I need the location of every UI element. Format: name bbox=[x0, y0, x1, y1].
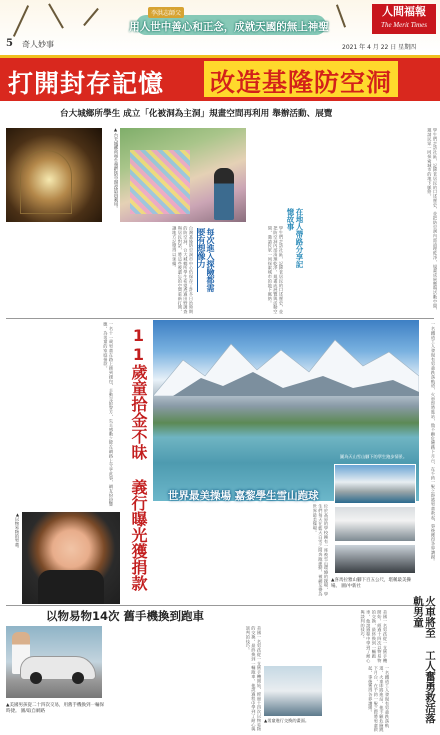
branch-decoration bbox=[83, 8, 99, 26]
tunnel-caption: ▲台大城鄉所學生想把防空洞改造再利用。 bbox=[113, 128, 118, 211]
slogan-banner bbox=[108, 5, 350, 39]
mural-panel bbox=[130, 150, 190, 214]
inset-photo bbox=[334, 506, 416, 542]
car-headline: 以物易物14次 舊手機換到跑車 bbox=[46, 609, 205, 623]
tunnel-arch bbox=[20, 150, 72, 214]
logo-chinese: 人間福報 bbox=[382, 5, 426, 18]
divider bbox=[6, 605, 434, 606]
inset-caption: ▲喜馬拉雅山腳下百五公尺，堪稱最美操場。 圖/中新社 bbox=[331, 578, 411, 589]
right-edge-column: 一名鐵道工人發現有男童跌落軌道，火車即將進站，他不顧危險跳下月台，在千鈞一髮之際將男童救起，事後獲得各界讚揚。 bbox=[431, 322, 436, 564]
headline-banner bbox=[0, 55, 440, 101]
divider bbox=[6, 318, 434, 319]
slogan-tag: 李洪志師父 bbox=[148, 7, 184, 18]
car-caption: ▲美國男孩從二十四次交易，用舊手機換到一輛保時捷。 圖/取自網路 bbox=[6, 703, 104, 714]
small-photo-caption: ▲男童進行交換的畫面。 bbox=[264, 718, 310, 723]
article-body-right-top: 學生們走訪社區，記錄老居民的口述歷史，並把防空洞內部清理乾淨，規畫成展覽與活動空間，邀請民眾一同探索城市的地下脈絡。 bbox=[427, 128, 438, 313]
pull-quote: 每次進入探險都需要有想像力 bbox=[197, 228, 215, 292]
page-number: 5 bbox=[6, 38, 13, 49]
issue-date: 2021 年 4 月 22 日 星期四 bbox=[342, 44, 417, 51]
kid-headline: 11歲童拾金不昧 義行曝光獲捐款 bbox=[129, 326, 148, 591]
car-wheel bbox=[72, 672, 84, 684]
car-article-body: 美國一名男孩從一支舊手機開始，經過十四次以物易物的交換，最終換到一輛跑車，他說過程中學到了耐心與談判的技巧。 bbox=[245, 626, 262, 732]
article-body-left-mid: 台灣基隆防空洞市中心仍保存了許多日治時期的防空洞，台大城鄉所學生希望透過田野調查與居民對話，將這些被遺忘的空間重新打開，讓地方記憶得以延續。 bbox=[172, 226, 194, 314]
inset-photo bbox=[334, 464, 416, 504]
car-wheel bbox=[30, 672, 42, 684]
small-photo bbox=[264, 666, 322, 716]
branch-decoration bbox=[48, 3, 64, 28]
kid-caption: ▲以物易物的男童。 bbox=[15, 512, 20, 551]
pull-quote: 在地人帶路分享記憶故事 bbox=[286, 208, 304, 268]
headline-part1: 打開封存記憶 bbox=[8, 69, 165, 98]
mountain-headline: 世界最美操場 嘉黎學生雪山跑球 bbox=[168, 490, 319, 502]
article-body-mid: 學生們走訪社區，記錄老居民的口述歷史，並把防空洞內部清理乾淨，規畫成展覽與活動空間，邀請民眾一同探索城市的地下脈絡。 bbox=[267, 226, 284, 314]
branch-decoration bbox=[13, 5, 29, 37]
fire-article-body: 一名鐵道工人發現有男童跌落軌道，火車即將進站，他不顧危險跳下月台，在千鈞一髮之際將男童救起，事後獲得各界讚揚。 bbox=[368, 666, 390, 732]
logo-english: The Merit Times bbox=[381, 21, 427, 29]
mountain-caption: 圖為天山雪山腳下的學生跑步情景。 bbox=[340, 454, 408, 459]
headline-part2: 改造基隆防空洞 bbox=[204, 61, 398, 97]
kid-article-body: 一名十一歲男童在路上撿到錢包，主動交給警方，失主感動之餘在網路上分享此事，網友紛紛響應，為男童的家庭捐款。 bbox=[103, 322, 114, 507]
car-article-body-2: 美國一名男孩從一支舊手機開始，經過十四次以物易物的交換，最終換到一輛跑車，他說過程中學到了耐心與談判的技巧。 bbox=[360, 610, 388, 663]
section-name: 奇人妙事 bbox=[22, 40, 54, 49]
person-figure bbox=[214, 168, 234, 220]
slogan-text: 用人世中善心和正念，成就天國的無上神聖 bbox=[129, 21, 329, 33]
inset-photo bbox=[334, 544, 416, 574]
subheadline: 台大城鄉所學生 成立「化被洞為主洞」規畫空間再利用 舉辦活動、展覽 bbox=[60, 109, 333, 119]
mountain-article-body: 位於高原的學校擁有一座被雪山環繞的操場，學生們每天在藍天白雪之間奔跑運動，被網友譽為世界最美操場。 bbox=[312, 504, 329, 597]
newspaper-logo[interactable] bbox=[372, 4, 436, 34]
kid-shirt bbox=[38, 570, 104, 604]
mountain-peaks bbox=[153, 336, 419, 396]
rescue-headline: 火車將至 工人奮勇救活落軌男童 bbox=[412, 596, 436, 724]
